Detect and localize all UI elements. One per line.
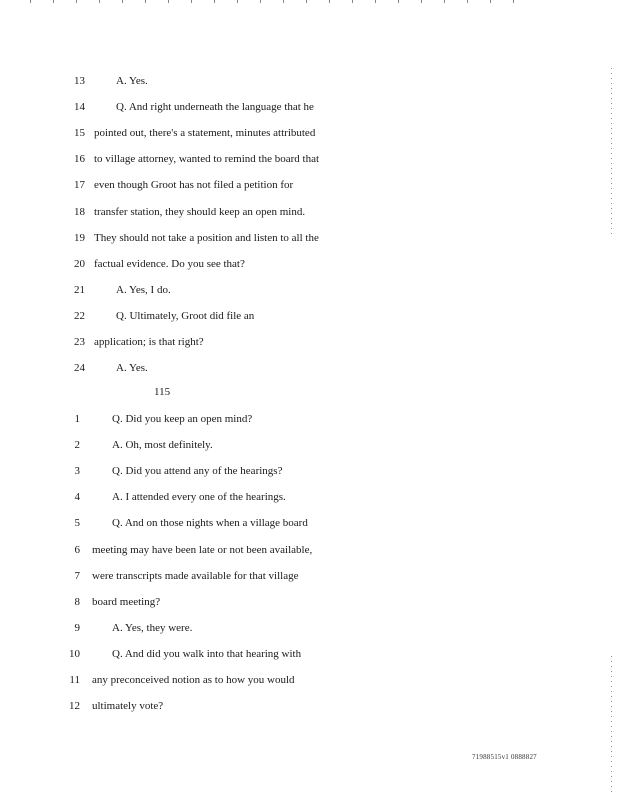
line-number: 15 — [74, 127, 85, 140]
line-number: 24 — [74, 362, 85, 375]
line-number: 3 — [74, 465, 80, 478]
transcript-line — [0, 646, 619, 662]
line-text: pointed out, there's a statement, minutes attributed — [94, 127, 316, 140]
line-number: 19 — [74, 231, 85, 244]
line-number: 5 — [74, 517, 80, 530]
transcript-line — [0, 334, 619, 350]
line-text: any preconceived notion as to how you would — [92, 674, 295, 686]
transcript-line — [0, 594, 619, 610]
line-text: A. Oh, most definitely. — [112, 439, 213, 452]
line-number: 18 — [74, 205, 85, 218]
line-text: Q. And right underneath the language that he — [116, 101, 314, 114]
line-number: 1 — [74, 413, 80, 425]
line-text: Q. Did you attend any of the hearings? — [112, 465, 283, 478]
transcript-line — [0, 73, 619, 89]
line-text: A. Yes. — [116, 362, 148, 375]
line-text: were transcripts made available for that village — [92, 569, 299, 582]
line-number: 2 — [74, 439, 80, 452]
line-number: 16 — [74, 153, 85, 166]
transcript-line — [0, 308, 619, 324]
line-text: transfer station, they should keep an open mind. — [94, 205, 306, 218]
line-text: A. Yes. — [116, 75, 148, 87]
transcript-line — [0, 542, 619, 558]
transcript-line — [0, 698, 619, 714]
line-text: A. I attended every one of the hearings. — [112, 491, 286, 504]
line-number: 20 — [74, 257, 85, 270]
line-text: meeting may have been late or not been available, — [92, 543, 313, 556]
line-number: 6 — [74, 543, 80, 556]
transcript-line — [0, 99, 619, 115]
line-number: 13 — [74, 75, 85, 87]
transcript-line — [0, 620, 619, 636]
line-number: 11 — [69, 674, 80, 686]
document-id: 71988515v1 0888827 — [472, 753, 537, 761]
line-number: 21 — [74, 283, 85, 296]
transcript-line — [0, 411, 619, 427]
line-text: board meeting? — [92, 595, 161, 608]
transcript-line — [0, 463, 619, 479]
transcript-line — [0, 672, 619, 688]
line-text: to village attorney, wanted to remind the board that — [94, 153, 320, 166]
line-number: 17 — [74, 179, 85, 192]
line-text: application; is that right? — [94, 336, 204, 348]
transcript-line — [0, 177, 619, 193]
transcript-line — [0, 515, 619, 531]
line-text: A. Yes, I do. — [116, 283, 171, 296]
line-text: even though Groot has not filed a petition for — [94, 179, 294, 192]
transcript-line — [0, 360, 619, 376]
line-number: 4 — [74, 491, 80, 504]
transcript-line — [0, 568, 619, 584]
line-text: Q. And did you walk into that hearing with — [112, 647, 302, 660]
line-number: 7 — [74, 569, 80, 582]
line-text: Q. Did you keep an open mind? — [112, 413, 253, 425]
transcript-line — [0, 437, 619, 453]
transcript-line — [0, 204, 619, 220]
transcript-line — [0, 125, 619, 141]
scan-edge-noise — [30, 0, 530, 3]
transcript-line — [0, 282, 619, 298]
line-number: 14 — [74, 101, 85, 114]
line-number: 10 — [69, 647, 80, 660]
transcript-line — [0, 151, 619, 167]
line-text: Q. Ultimately, Groot did file an — [116, 309, 255, 322]
line-text: factual evidence. Do you see that? — [94, 257, 245, 270]
transcript-line — [0, 230, 619, 246]
line-number: 8 — [74, 595, 80, 608]
line-text: A. Yes, they were. — [112, 621, 193, 634]
line-number: 23 — [74, 336, 85, 348]
transcript-line — [0, 489, 619, 505]
line-number: 9 — [74, 621, 80, 634]
line-text: Q. And on those nights when a village board — [112, 517, 308, 530]
line-number: 22 — [74, 309, 85, 322]
line-number: 12 — [69, 700, 80, 713]
line-text: They should not take a position and listen to all the — [94, 231, 319, 244]
transcript-line — [0, 256, 619, 272]
page-number: 115 — [154, 386, 171, 398]
line-text: ultimately vote? — [92, 700, 164, 713]
